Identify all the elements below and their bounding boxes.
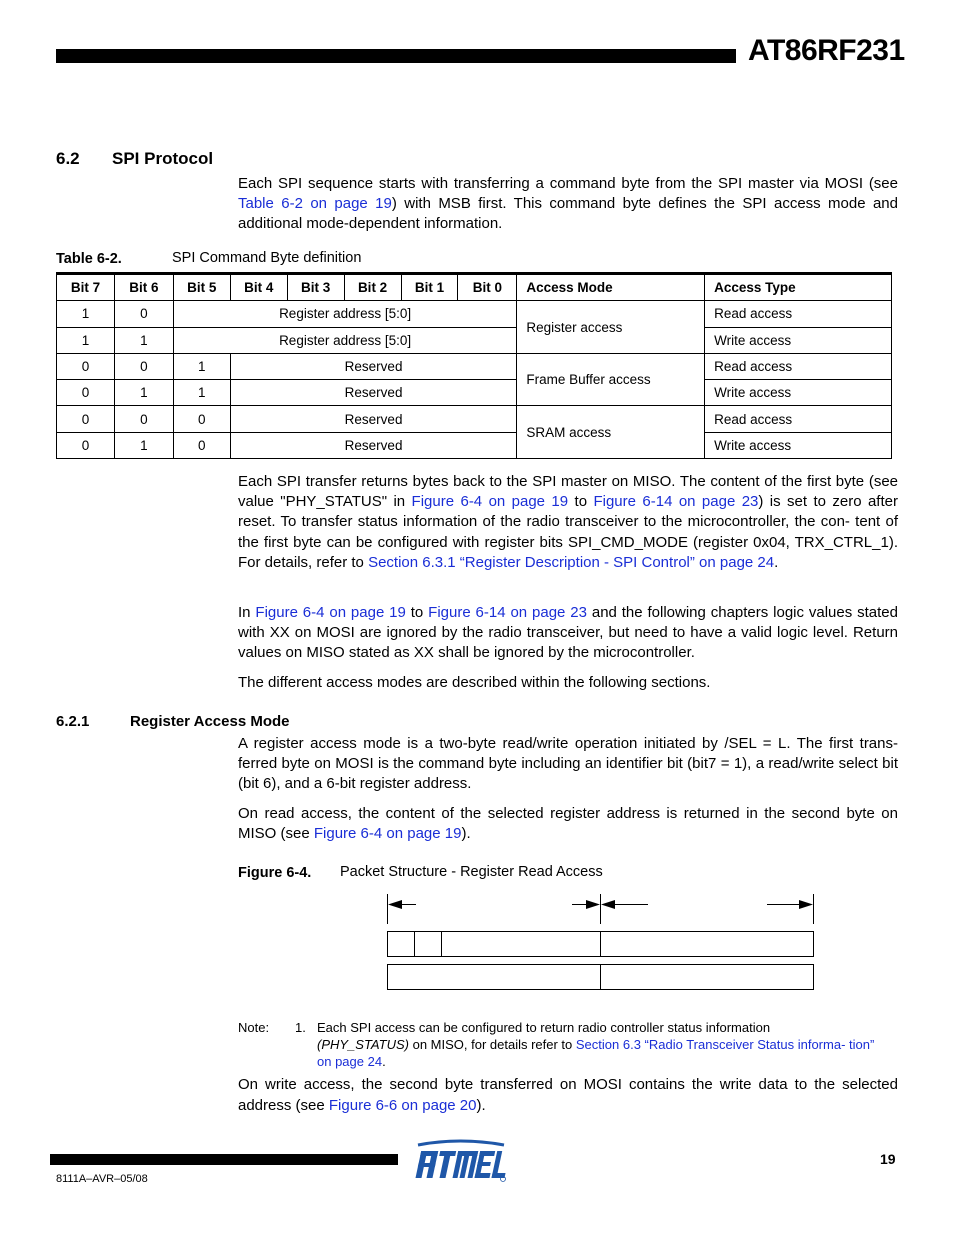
cell-field: Reserved: [230, 353, 517, 379]
section-6-3-1-link[interactable]: Section 6.3.1 “Register Description - SPI Control” on page 24: [368, 553, 775, 571]
cell-field: Reserved: [230, 380, 517, 406]
document-code: 8111A–AVR–05/08: [56, 1173, 148, 1185]
logo-letters: [415, 1151, 510, 1178]
cell-bit7: 0: [57, 353, 115, 379]
figure-6-14-link[interactable]: Figure 6-14 on page 23: [428, 604, 587, 621]
cell-access-type: Write access: [705, 432, 892, 458]
note-label: Note:: [238, 1020, 270, 1035]
cell-field: Reserved: [230, 406, 517, 432]
cell-bit6: 0: [114, 406, 173, 432]
cell-bit5: 1: [173, 353, 230, 379]
table-header-row: [57, 274, 892, 301]
section-intro: Each SPI sequence starts with transferring a command byte from the SPI master via MOSI (see Table 6-2 on page 19) with MSB first. This command byte defines the SPI access mode and additional mode-dependent information.: [238, 175, 898, 233]
paragraph-read-access: On read access, the content of the selected register address is returned in the second byte on MISO (see Figure 6-4 on page 19).: [238, 805, 898, 843]
cell-bit5: 1: [173, 380, 230, 406]
figure-6-6-link[interactable]: Figure 6-6 on page 20: [328, 1097, 477, 1114]
cell-bit7: 0: [57, 406, 115, 432]
section-number: 6.2: [56, 149, 80, 168]
arrow-head-left: [388, 900, 402, 909]
paragraph-spi-transfer: Each SPI transfer returns bytes back to the SPI master on MISO. The content of the first byte (see value "PHY_STATUS" in Figure 6-4 on page 19 to Figure 6-14 on page 23) is set to zero after reset. To transfer status information of the radio transceiver to the microcontroller, the con- tent of the first byte can be configured with register bits SPI_CMD_MODE (register 0x04, TRX_CTRL_1). For details, refer to Section 6.3.1 “Register Description - SPI Control” on page 24.: [238, 473, 898, 571]
table-row: [57, 406, 892, 432]
figure-6-14-link[interactable]: Figure 6-14 on page 23: [593, 493, 759, 511]
cell-field: Register address [5:0]: [173, 301, 517, 327]
cell-bit7: 1: [57, 301, 115, 327]
table-row: [57, 301, 892, 327]
cell-bit6: 1: [114, 432, 173, 458]
cell-bit6: 1: [114, 380, 173, 406]
paragraph-register-access: A register access mode is a two-byte read/write operation initiated by /SEL = L. The first trans- ferred byte on MOSI is the command byte including an identifier bit (bit7 = 1), a read/write select bit (bit 6), and a 6-bit register address.: [238, 735, 898, 793]
table-caption: [56, 250, 362, 268]
arrow-head-right: [586, 900, 600, 909]
cell-bit6: 1: [114, 327, 173, 353]
cell-access-type: Read access: [705, 406, 892, 432]
section-6-3-link[interactable]: Section 6.3 “Radio Transceiver Status informa- tion” on page 24: [317, 1037, 875, 1069]
col-header: Bit 5: [173, 274, 230, 301]
page-number: 19: [880, 1151, 896, 1167]
cell-bit6: 0: [114, 301, 173, 327]
header-bar: [56, 49, 736, 63]
cell-access-mode: Register access: [517, 301, 705, 354]
paragraph-logic-values: In Figure 6-4 on page 19 to Figure 6-14 on page 23 and the following chapters logic values stated with XX on MOSI are ignored by the radio transceiver, but need to have a valid logic level. Return values on MISO stated as XX shall be ignored by the microcontroller.: [238, 604, 898, 662]
cell-field: Register address [5:0]: [173, 327, 517, 353]
table-row: [57, 432, 892, 458]
figure-6-4-link[interactable]: Figure 6-4 on page 19: [313, 825, 462, 843]
col-header: Bit 1: [401, 274, 458, 301]
cell-bit5: 0: [173, 406, 230, 432]
arrow-head-left: [601, 900, 615, 909]
cell-access-type: Write access: [705, 327, 892, 353]
table-row: [57, 353, 892, 379]
subsection-title: Register Access Mode: [130, 713, 290, 730]
cell-bit5: 0: [173, 432, 230, 458]
cell-bit6: 0: [114, 353, 173, 379]
figure-caption-text: Packet Structure - Register Read Access: [340, 864, 603, 880]
figure-6-4-link[interactable]: Figure 6-4 on page 19: [255, 604, 406, 621]
cell-access-mode: SRAM access: [517, 406, 705, 459]
packet-structure-diagram: [380, 892, 825, 994]
table-label: Table 6-2.: [56, 251, 122, 267]
arrow-head-right: [799, 900, 813, 909]
note-number: 1.: [295, 1020, 306, 1035]
cell-access-type: Write access: [705, 380, 892, 406]
table-caption-text: SPI Command Byte definition: [172, 250, 362, 266]
figure-caption: [238, 864, 603, 882]
section-title: SPI Protocol: [112, 149, 214, 168]
table-row: [57, 380, 892, 406]
table-link[interactable]: Table 6-2 on page 19: [238, 195, 392, 213]
cell-bit7: 0: [57, 432, 115, 458]
document-title: AT86RF231: [748, 34, 905, 67]
figure-label: Figure 6-4.: [238, 865, 312, 881]
cell-bit7: 1: [57, 327, 115, 353]
col-header: Bit 2: [344, 274, 401, 301]
cell-access-type: Read access: [705, 353, 892, 379]
paragraph-write-access: On write access, the second byte transferred on MOSI contains the write data to the selected address (see Figure 6-6 on page 20).: [238, 1076, 898, 1114]
cell-field: Reserved: [230, 432, 517, 458]
col-header: Bit 6: [114, 274, 173, 301]
figure-6-4-link[interactable]: Figure 6-4 on page 19: [411, 493, 569, 511]
col-header: Access Mode: [517, 274, 705, 301]
col-header: Bit 3: [287, 274, 344, 301]
cell-access-type: Read access: [705, 301, 892, 327]
table-row: [57, 327, 892, 353]
subsection-number: 6.2.1: [56, 713, 90, 730]
spi-command-table: [56, 272, 892, 459]
atmel-logo: [412, 1138, 510, 1184]
paragraph-access-modes: The different access modes are described within the following sections.: [238, 674, 711, 691]
col-header: Access Type: [705, 274, 892, 301]
col-header: Bit 0: [458, 274, 517, 301]
cell-bit7: 0: [57, 380, 115, 406]
col-header: Bit 4: [230, 274, 287, 301]
footer-bar: [50, 1154, 398, 1165]
note-text: Each SPI access can be configured to return radio controller status information (PHY_STATUS) on MISO, for details refer to Section 6.3 “Radio Transceiver Status informa- tion” on page 24.: [317, 1020, 875, 1069]
col-header: Bit 7: [57, 274, 115, 301]
logo-swoosh: [418, 1141, 504, 1145]
cell-access-mode: Frame Buffer access: [517, 353, 705, 406]
